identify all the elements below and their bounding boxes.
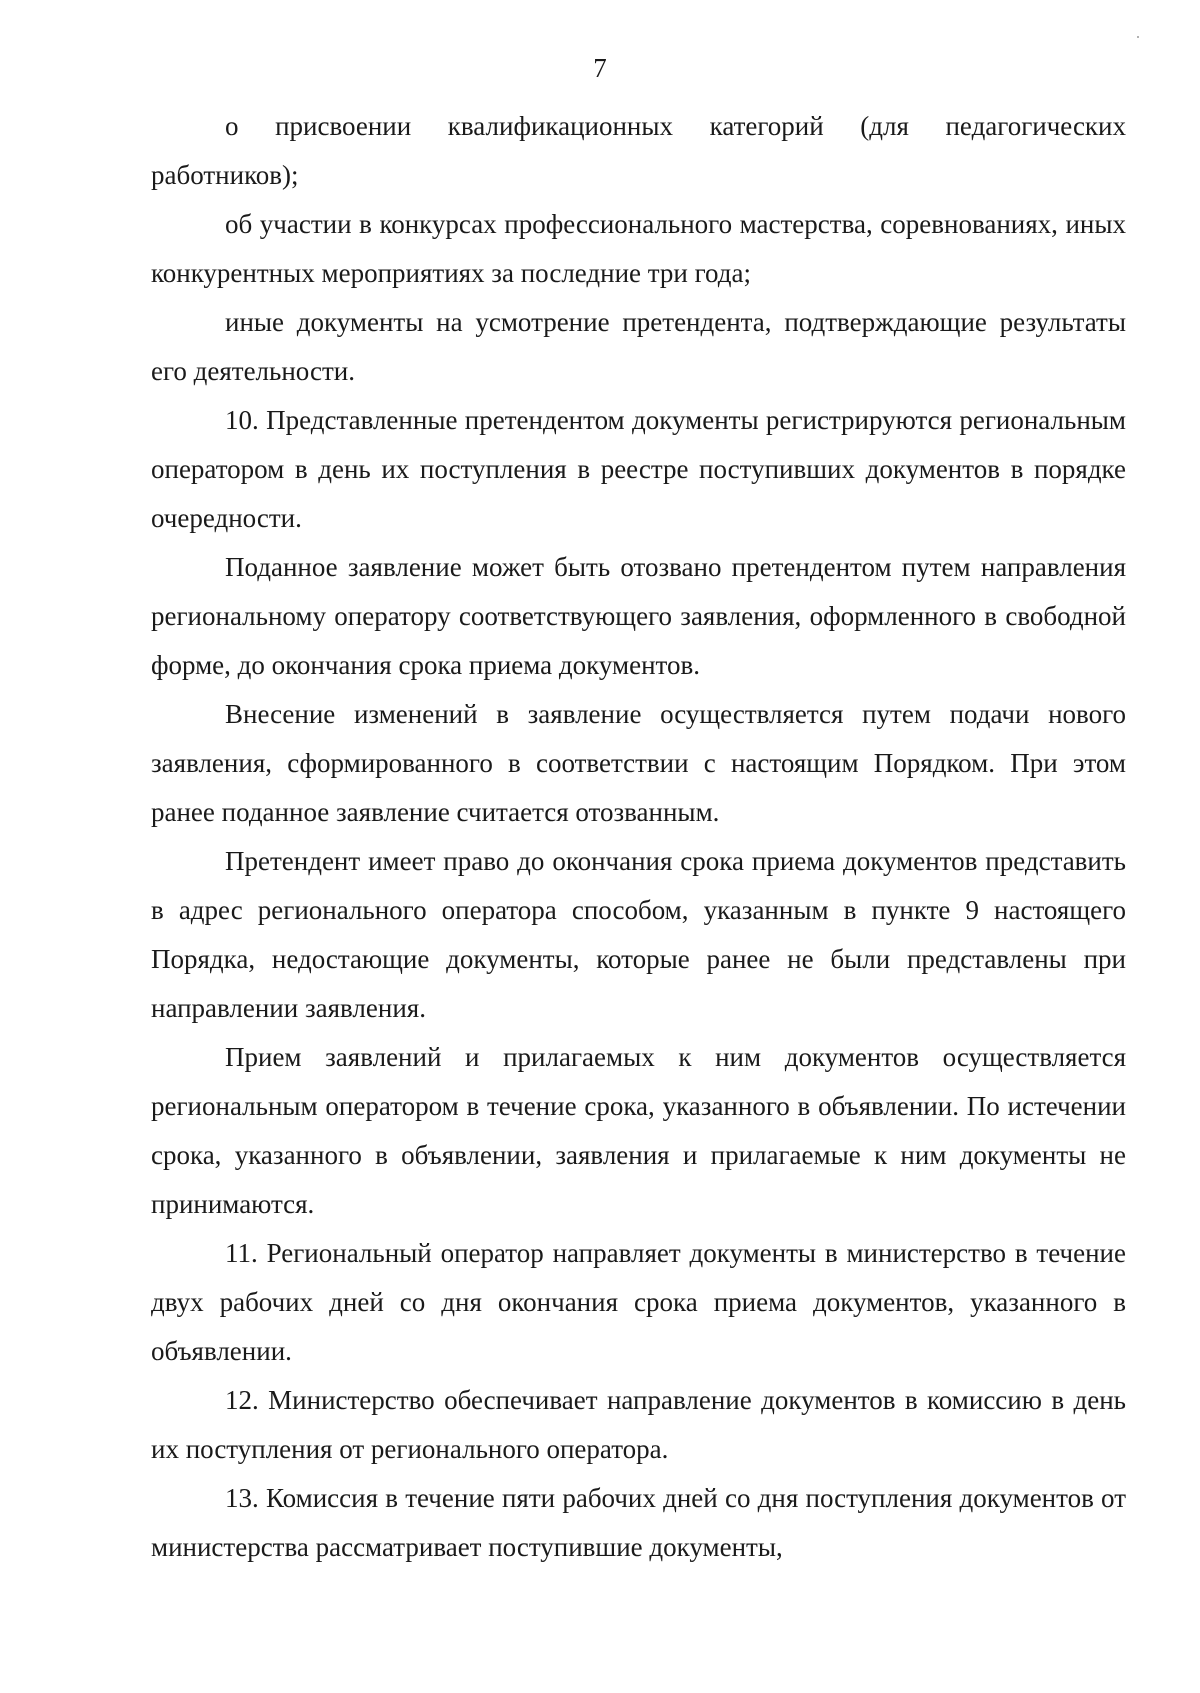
paragraph-amendments: Внесение изменений в заявление осуществляется путем подачи нового заявления, сформированного в соответствии с настоящим Порядком. При этом ранее поданное заявление считается отозванным. — [151, 699, 1126, 827]
paragraph-item-11: 11. Региональный оператор направляет документы в министерство в течение двух рабочих дней со дня окончания срока приема документов, указанного в объявлении. — [151, 1238, 1126, 1366]
paragraph-acceptance-period: Прием заявлений и прилагаемых к ним документов осуществляется региональным оператором в течение срока, указанного в объявлении. По истечении срока, указанного в объявлении, заявления и прилагаемые к ним документы не принимаются. — [151, 1042, 1126, 1219]
paragraph-missing-documents: Претендент имеет право до окончания срока приема документов представить в адрес регионального оператора способом, указанным в пункте 9 настоящего Порядка, недостающие документы, которые ранее не были представлены при направлении заявления. — [151, 846, 1126, 1023]
page-number: 7 — [593, 53, 607, 83]
paragraph-withdrawal: Поданное заявление может быть отозвано претендентом путем направления региональному оператору соответствующего заявления, оформленного в свободной форме, до окончания срока приема документов. — [151, 552, 1126, 680]
paragraph-item-12: 12. Министерство обеспечивает направление документов в комиссию в день их поступления от регионального оператора. — [151, 1385, 1126, 1464]
paragraph-item-10: 10. Представленные претендентом документы регистрируются региональным оператором в день их поступления в реестре поступивших документов в порядке очередности. — [151, 405, 1126, 533]
paragraph-competitions-participation: об участии в конкурсах профессионального мастерства, соревнованиях, иных конкурентных мероприятиях за последние три года; — [151, 209, 1126, 288]
scan-speck — [1137, 36, 1139, 38]
paragraph-item-13: 13. Комиссия в течение пяти рабочих дней со дня поступления документов от министерства рассматривает поступившие документы, — [151, 1483, 1126, 1562]
paragraph-qualification-categories: о присвоении квалификационных категорий (для педагогических работников); — [151, 111, 1126, 190]
document-body — [151, 102, 1126, 1572]
paragraph-other-documents: иные документы на усмотрение претендента, подтверждающие результаты его деятельности. — [151, 307, 1126, 386]
